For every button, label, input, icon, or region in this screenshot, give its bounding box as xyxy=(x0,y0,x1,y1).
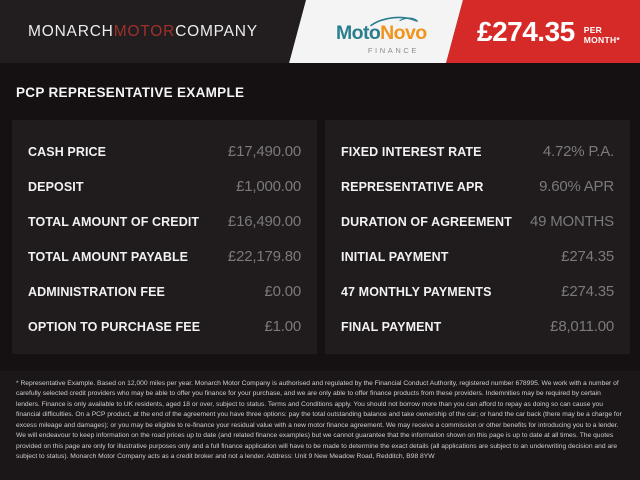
monthly-price-banner xyxy=(477,0,640,63)
table-row xyxy=(341,239,614,274)
dealer-logo-part3: COMPANY xyxy=(175,22,258,40)
dealer-logo-part2: MOTOR xyxy=(113,22,176,40)
finance-table-left xyxy=(12,120,317,354)
table-row xyxy=(28,274,301,309)
monthly-price-amount: £274.35 xyxy=(477,15,575,47)
table-row xyxy=(341,169,614,204)
row-value: £274.35 xyxy=(561,248,614,265)
row-value: 9.60% APR xyxy=(539,178,614,195)
row-value: £1.00 xyxy=(264,318,301,335)
table-row xyxy=(341,309,614,344)
motonovo-finance-logo xyxy=(336,14,427,55)
table-row xyxy=(28,239,301,274)
row-label: TOTAL AMOUNT PAYABLE xyxy=(28,249,189,264)
row-label: OPTION TO PURCHASE FEE xyxy=(28,319,201,334)
finance-table-right xyxy=(325,120,630,354)
row-value: £16,490.00 xyxy=(227,213,301,230)
finance-wordmark: FINANCE xyxy=(367,45,419,55)
monthly-price-period: PER MONTH* xyxy=(583,25,620,45)
representative-example-footnote: * Representative Example. Based on 12,000 miles per year. Monarch Motor Company is authorised and regulated by the Financial Conduct Authority, registered number 678995. We work with a number of carefully selected credit providers who may be able to offer you finance for your purchase, and we are only able to offer finance products from these providers. Indemnities may be required by certain lenders. Finance is only available to UK residents, aged 18 or over, subject to status. Terms and Conditions apply. You should not borrow more than you can afford to repay as doing so can cause you financial difficulties. On a PCP product, at the end of the agreement you have three options: pay the total outstanding balance and take ownership of the car; or hand the car back (there may be a charge for excess mileage and damages); or you may be eligible to re-finance your residual value with a new motor finance agreement. We may receive a commission or other benefits for introducing you to a lender. We will endeavour to keep information on the road prices up to date (and related finance examples) but we cannot guarantee that the information shown on this page is up to date at all times. The quotes provided on this page are only for illustrative purposes only and a full finance application will have to be made to determine the exact details (all applications are subject to an underwriting decision and are subject to status). Monarch Motor Company acts as a credit broker and not a lender. Address: Unit 9 New Meadow Road, Redditch, B98 8YW xyxy=(16,380,622,461)
row-label: ADMINISTRATION FEE xyxy=(28,284,165,299)
table-row xyxy=(28,204,301,239)
motonovo-wordmark: MotoNovo xyxy=(336,22,427,44)
row-label: DURATION OF AGREEMENT xyxy=(341,214,512,229)
row-value: £274.35 xyxy=(561,283,614,300)
row-label: FINAL PAYMENT xyxy=(341,319,442,334)
dealer-logo-part1: MONARCH xyxy=(28,22,114,40)
top-banner xyxy=(0,0,640,63)
dealer-logo xyxy=(28,0,258,63)
table-row xyxy=(28,134,301,169)
table-row xyxy=(341,274,614,309)
row-value: £1,000.00 xyxy=(236,178,301,195)
table-row xyxy=(341,134,614,169)
row-label: TOTAL AMOUNT OF CREDIT xyxy=(28,214,200,229)
row-value: 4.72% P.A. xyxy=(542,143,614,160)
row-label: CASH PRICE xyxy=(28,144,107,159)
row-label: INITIAL PAYMENT xyxy=(341,249,449,264)
row-label: REPRESENTATIVE APR xyxy=(341,179,484,194)
footnote-section xyxy=(0,371,640,480)
table-row xyxy=(341,204,614,239)
page-title: PCP REPRESENTATIVE EXAMPLE xyxy=(16,85,245,100)
row-label: DEPOSIT xyxy=(28,179,84,194)
row-label: 47 MONTHLY PAYMENTS xyxy=(341,284,492,299)
row-value: £0.00 xyxy=(264,283,301,300)
row-value: 49 MONTHS xyxy=(529,213,614,230)
row-value: £22,179.80 xyxy=(227,248,301,265)
row-label: FIXED INTEREST RATE xyxy=(341,144,482,159)
table-row xyxy=(28,309,301,344)
row-value: £17,490.00 xyxy=(227,143,301,160)
row-value: £8,011.00 xyxy=(550,318,614,335)
table-row xyxy=(28,169,301,204)
